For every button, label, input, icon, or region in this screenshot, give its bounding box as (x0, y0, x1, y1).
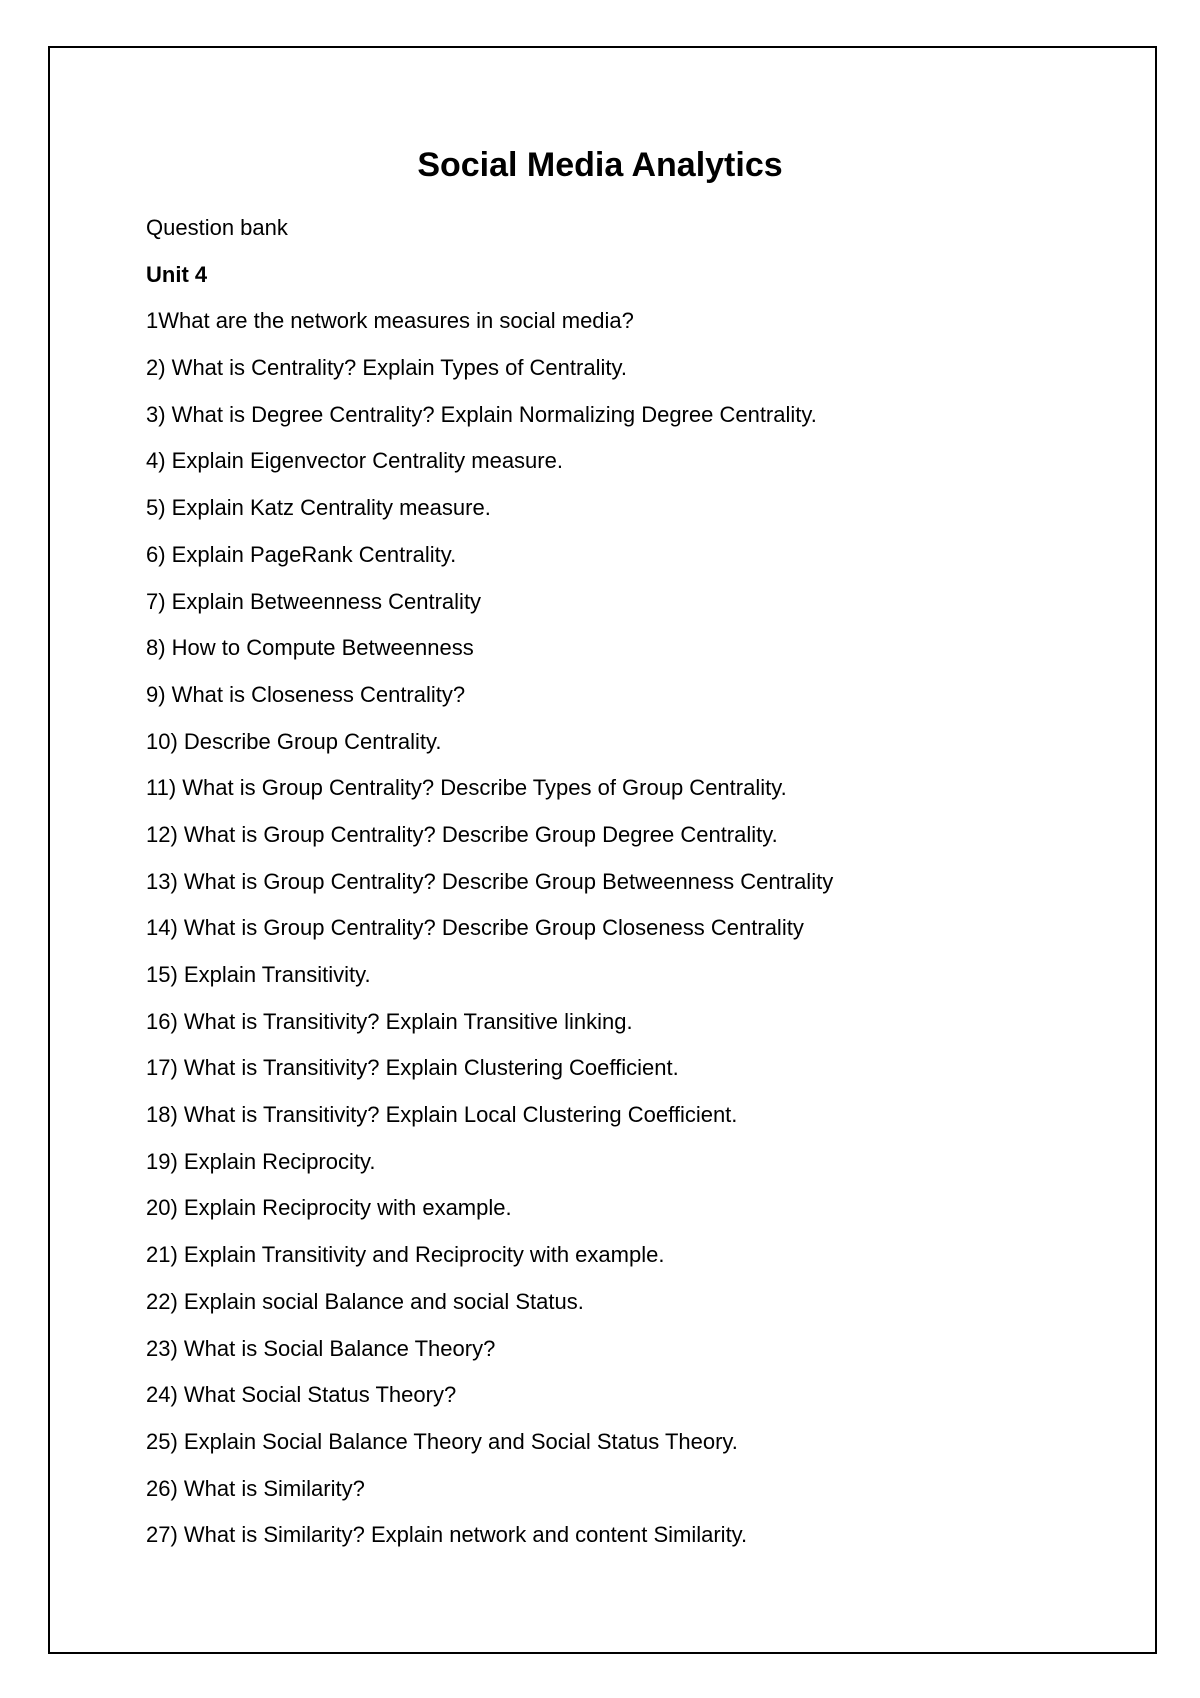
question-item: 24) What Social Status Theory? (146, 1382, 457, 1408)
document-title: Social Media Analytics (417, 146, 783, 184)
question-item: 15) Explain Transitivity. (146, 962, 371, 987)
question-item: 6) Explain PageRank Centrality. (146, 541, 457, 567)
question-item: 20) Explain Reciprocity with example. (146, 1195, 512, 1221)
question-item: 9) What is Closeness Centrality? (146, 681, 466, 707)
question-item: 16) What is Transitivity? Explain Transitive linking. (146, 1008, 633, 1034)
question-item: 19) Explain Reciprocity. (146, 1148, 376, 1174)
question-item: 26) What is Similarity? (146, 1475, 365, 1501)
unit-heading: Unit 4 (146, 261, 208, 287)
question-list (146, 298, 1126, 1559)
question-item: 7) Explain Betweenness Centrality (146, 588, 482, 614)
question-item: 3) What is Degree Centrality? Explain Normalizing Degree Centrality. (146, 401, 817, 427)
question-item: 17) What is Transitivity? Explain Clustering Coefficient. (146, 1055, 679, 1081)
question-item: 22) Explain social Balance and social Status. (146, 1288, 584, 1314)
question-item: 10) Describe Group Centrality. (146, 728, 442, 754)
question-item: 11) What is Group Centrality? Describe Types of Group Centrality. (146, 775, 787, 801)
question-item: 1What are the network measures in social media? (146, 308, 634, 334)
question-item: 13) What is Group Centrality? Describe Group Betweenness Centrality (146, 868, 834, 894)
question-item: 25) Explain Social Balance Theory and Social Status Theory. (146, 1428, 738, 1454)
question-item: 14) What is Group Centrality? Describe Group Closeness Centrality (146, 915, 804, 941)
document-body (146, 205, 1126, 1559)
question-item: 12) What is Group Centrality? Describe Group Degree Centrality. (146, 821, 778, 847)
question-item: 27) What is Similarity? Explain network and content Similarity. (146, 1522, 748, 1548)
question-item: 23) What is Social Balance Theory? (146, 1335, 496, 1361)
question-item: 18) What is Transitivity? Explain Local Clustering Coefficient. (146, 1102, 738, 1128)
question-item: 21) Explain Transitivity and Reciprocity with example. (146, 1242, 665, 1268)
question-item: 5) Explain Katz Centrality measure. (146, 495, 491, 521)
question-item: 4) Explain Eigenvector Centrality measure. (146, 448, 563, 474)
question-item: 8) How to Compute Betweenness (146, 635, 474, 661)
question-item: 2) What is Centrality? Explain Types of Centrality. (146, 355, 627, 381)
document-subtitle: Question bank (146, 215, 288, 240)
